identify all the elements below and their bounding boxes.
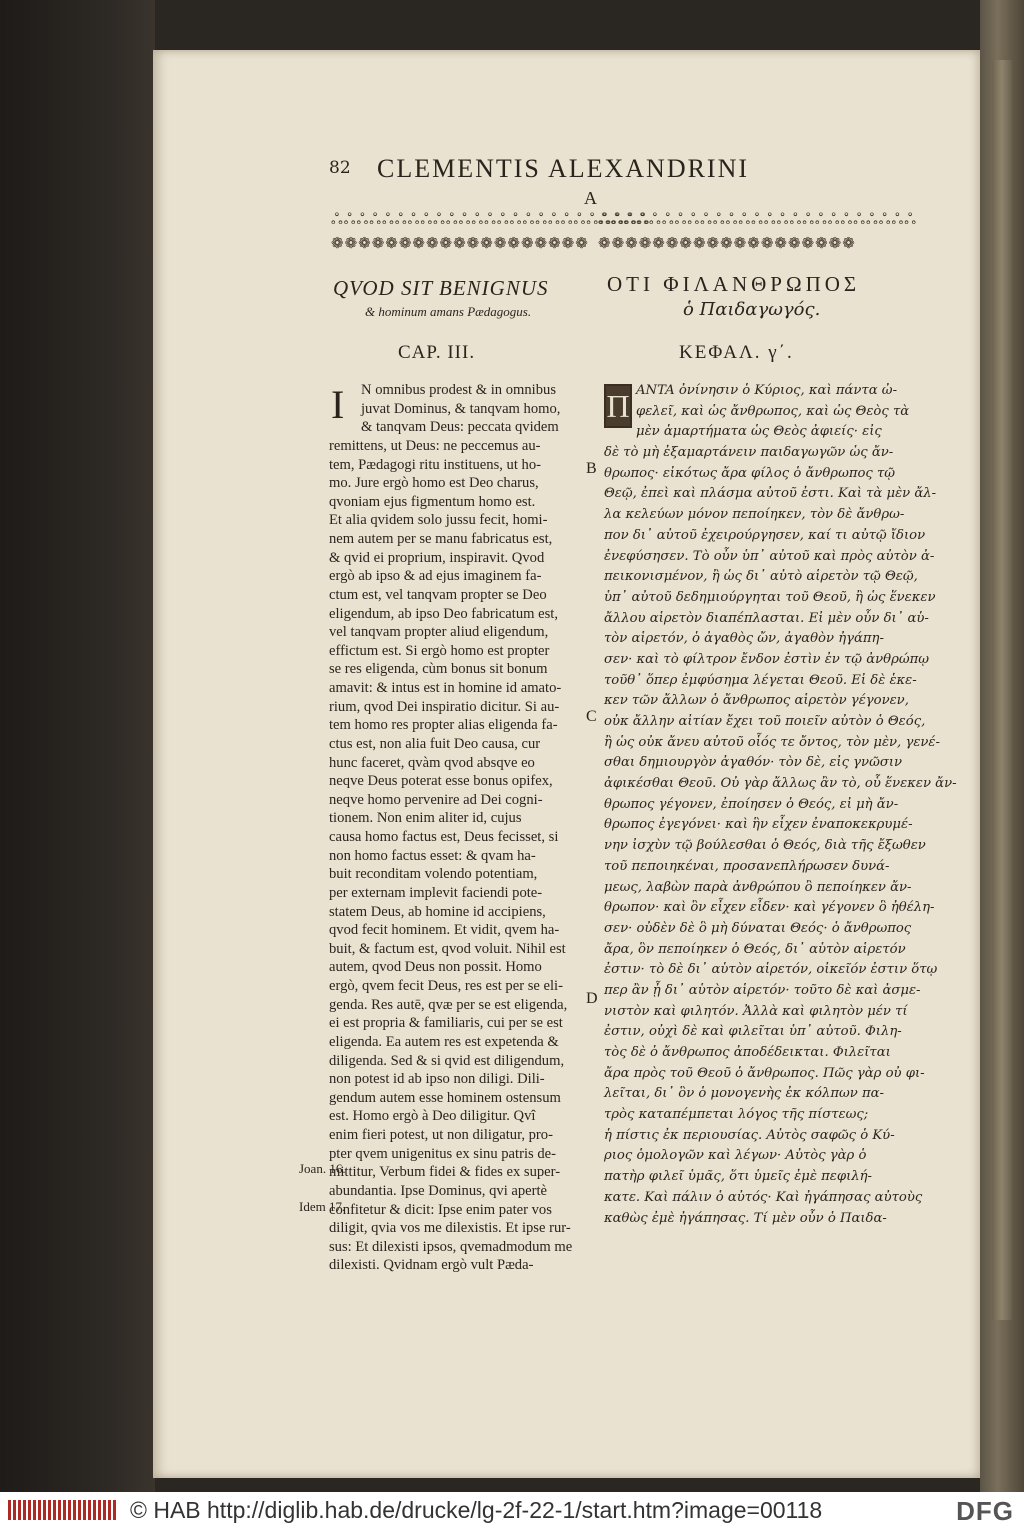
text-line: ἐστιν· τὸ δὲ δι᾽ αὑτὸν αἱρετόν, οἰκεῖόν ἐστιν ὅτῳ xyxy=(604,962,938,978)
margin-letter-c: C xyxy=(586,708,597,725)
text-line: ἄλλου αἱρετὸν διαπέπλασται. Εἰ μὲν οὖν δι᾽ αὑ- xyxy=(604,610,929,626)
text-line: ANTA ὀνίνησιν ὁ Κύριος, καὶ πάντα ὠ- xyxy=(636,383,898,398)
text-line: θρωπον· καὶ ὃν εἶχεν εἶδεν· καὶ γέγονεν ὃ ἠθέλη- xyxy=(604,900,935,916)
text-line: σεν· οὐδὲν δὲ ὃ μὴ δύναται Θεός· ὁ ἄνθρωπος xyxy=(604,920,912,936)
text-line: νιστὸν καὶ φιλητόν. Ἀλλὰ καὶ φιλητὸν μέν τί xyxy=(604,1003,908,1019)
hab-logo-icon xyxy=(8,1500,118,1524)
text-line: non potest id ab ipso non diligi. Dili- xyxy=(329,1071,545,1088)
text-line: πον δι᾽ αὐτοῦ ἐχειρούργησεν, καί τι αὐτῷ ἴδιον xyxy=(604,527,926,543)
text-line: N omnibus prodest & in omnibus xyxy=(361,382,556,398)
left-background xyxy=(0,0,155,1492)
text-line: & qvid ei proprium, inspiravit. Qvod xyxy=(329,549,545,566)
text-line: ριος ὁμολογῶν καὶ λέγων· Αὐτὸς γὰρ ὁ xyxy=(604,1148,867,1164)
latin-chapter-subtitle: & hominum amans Pædagogus. xyxy=(365,304,532,319)
text-line: ei est propria & familiaris, cui per se est xyxy=(329,1015,563,1032)
text-line: neqve homo pervenire ad Dei cogni- xyxy=(329,791,543,808)
text-line: diligit, qvia vos me dilexistis. Et ipse rur- xyxy=(329,1220,571,1237)
page-number: 82 xyxy=(329,158,351,178)
text-line: enim fieri potest, ut non diligatur, pro- xyxy=(329,1127,553,1143)
latin-chapter-title: QVOD SIT BENIGNUS xyxy=(333,276,549,300)
text-line: θρωπος γέγονεν, ἐποίησεν ὁ Θεός, εἰ μὴ ἄν- xyxy=(604,796,899,812)
text-line: τοῦ πεποιηκέναι, προσανεπλήρωσεν δυνά- xyxy=(604,858,890,874)
ornament-left-bottom: ❁❁❁❁❁❁❁❁❁❁❁❁❁❁❁❁❁❁❁ xyxy=(331,234,589,252)
text-line: buit reconditam volendo potentiam, xyxy=(329,866,538,883)
text-line: eligenda. Ea autem res est expetenda & xyxy=(329,1033,559,1050)
text-line: οὐκ ἄλλην αἰτίαν ἔχει τοῦ ποιεῖν αὐτὸν ὁ Θεός, xyxy=(604,714,926,729)
text-line: vel tanqvam propter aliud eligendum, xyxy=(329,624,549,641)
right-page-edge xyxy=(980,0,1024,1492)
text-line: remittens, ut Deus: ne peccemus au- xyxy=(329,437,541,454)
text-line: ἄρα πρὸς τοῦ Θεοῦ ὁ ἄνθρωπος. Πῶς γὰρ οὐ φι- xyxy=(604,1065,925,1081)
latin-chapter-number: CAP. III. xyxy=(398,342,476,363)
ornament-right-bottom: ❁❁❁❁❁❁❁❁❁❁❁❁❁❁❁❁❁❁❁ xyxy=(598,234,856,252)
text-line: pter qvem unigenitus ex sinu patris de- xyxy=(329,1145,556,1162)
text-line: θρωπος ἐγεγόνει· καὶ ἣν εἶχεν ἐναποκεκρυμέ- xyxy=(604,817,913,833)
text-line: non homo factus esset: & qvam ha- xyxy=(329,847,536,864)
text-line: Et alia qvidem solo jussu fecit, homi- xyxy=(329,512,548,529)
text-line: Θεῷ, ἐπεὶ καὶ πλάσμα αὐτοῦ ἐστι. Καὶ τὰ μὲν ἄλ- xyxy=(604,486,937,502)
margin-letter-d: D xyxy=(586,990,598,1007)
text-line: dilexisti. Qvidnam ergò vult Pæda- xyxy=(329,1257,534,1274)
text-line: σθαι δημιουργὸν ἀγαθόν· τὸν δὲ, εἰς γνῶσιν xyxy=(604,755,903,771)
text-line: λεῖται, δι᾽ ὃν ὁ μονογενὴς ἐκ κόλπων πα- xyxy=(604,1086,884,1102)
text-line: rium, qvod Dei inspiratio dicitur. Si au- xyxy=(329,698,560,715)
text-line: κεν τῶν ἄλλων ὁ ἄνθρωπος αἱρετὸν γέγονεν, xyxy=(604,693,909,709)
text-line: ὑπ᾽ αὐτοῦ δεδημιούργηται τοῦ Θεοῦ, ἢ ὡς ἕνεκεν xyxy=(604,589,936,605)
footer-bar xyxy=(0,1492,1024,1529)
text-line: eligendum, ab ipso Deo fabricatum est, xyxy=(329,605,558,622)
text-line: κατε. Καὶ πάλιν ὁ αὐτός· Καὶ ἠγάπησας αὐτοὺς xyxy=(604,1189,923,1205)
text-line: tionem. Non enim aliter id, cujus xyxy=(329,810,522,827)
ornament-left-top: ஃஃஃஃஃஃஃஃஃஃஃஃஃஃஃஃஃஃஃஃஃஃஃஃஃ xyxy=(331,210,651,228)
side-note-joan: Joan. 16. xyxy=(299,1161,346,1176)
text-line: se res eligenda, cùm bonus sit bonum xyxy=(329,661,548,678)
text-line: amavit: & intus est in homine id amato- xyxy=(329,680,562,696)
margin-letter-b: B xyxy=(586,460,597,477)
greek-chapter-subtitle: ὁ Παιδαγωγός. xyxy=(683,299,821,320)
text-line: περ ἂν ᾖ δι᾽ αὑτὸν αἱρετόν· τοῦτο δὲ καὶ ἀσμε- xyxy=(604,982,921,998)
text-line: καθὼς ἐμὲ ἠγάπησας. Τί μὲν οὖν ὁ Παιδα- xyxy=(604,1210,887,1226)
text-line: mittitur, Verbum fidei & fides ex super- xyxy=(329,1164,561,1181)
text-line: νην ἰσχὺν τῷ βούλεσθαι ὁ Θεός, διὰ τῆς ἔξωθεν xyxy=(604,838,926,854)
text-line: ctum est, vel tanqvam propter se Deo xyxy=(329,586,547,603)
text-line: & tanqvam Deus: peccata qvidem xyxy=(361,419,559,436)
text-line: qvod fecit hominem. Et vidit, qvem ha- xyxy=(329,922,560,939)
text-line: neqve Deus poterat esse bonus opifex, xyxy=(329,773,553,790)
text-line: nem autem per se manu fabricatus est, xyxy=(329,531,553,547)
text-line: buit, & factum est, qvod voluit. Nihil est xyxy=(329,940,566,957)
text-line: ctus est, non alia fuit Deo causa, cur xyxy=(329,735,541,752)
text-line: statem Deus, ab homine id accipiens, xyxy=(329,903,546,920)
greek-text-column xyxy=(604,381,957,1229)
greek-chapter-title: ΟΤΙ ΦΙΛΑΝΘΡΩΠΟΣ xyxy=(607,272,861,296)
text-line: πεικονισμένον, ἢ ὡς δι᾽ αὐτὸ αἱρετὸν τῷ Θεῷ, xyxy=(604,569,918,585)
footer-credit-link[interactable]: © HAB http://diglib.hab.de/drucke/lg-2f-22-1/start.htm?image=00118 xyxy=(130,1497,823,1523)
text-line: hunc faceret, qvàm qvod absqve eo xyxy=(329,754,535,771)
text-line: ἀφικέσθαι Θεοῦ. Οὐ γὰρ ἄλλως ἂν τὸ, οὗ ἕνεκεν ἄν- xyxy=(604,776,957,792)
text-line: mo. Jure ergò homo est Deo charus, xyxy=(329,475,539,492)
right-page-strip xyxy=(992,60,1012,1320)
text-line: juvat Dominus, & tanqvam homo, xyxy=(361,400,561,417)
margin-letter-a: A xyxy=(584,188,597,208)
text-line: effictum est. Si ergò homo est propter xyxy=(329,642,550,659)
text-line: ergò, qvem fecit Deus, res est per se eli- xyxy=(329,978,563,994)
text-line: ἄρα, ὃν πεποίηκεν ὁ Θεός, δι᾽ αὑτὸν αἱρετόν xyxy=(604,941,906,957)
text-line: gendum autem esse hominem ostensum xyxy=(329,1089,561,1106)
text-line: τοῦθ᾽ ὅπερ ἐμφύσημα λέγεται Θεοῦ. Εἰ δὲ ἑκε- xyxy=(604,672,917,688)
text-line: ἡ πίστις ἐκ περιουσίας. Αὐτὸς σαφῶς ὁ Κύ- xyxy=(604,1127,895,1143)
text-line: τὸν αἱρετόν, ὁ ἀγαθὸς ὤν, ἀγαθὸν ἠγάπη- xyxy=(604,631,884,647)
ornament-right-top: ஃஃஃஃஃஃஃஃஃஃஃஃஃஃஃஃஃஃஃஃஃஃஃஃஃ xyxy=(598,210,918,228)
text-line: est. Homo ergò à Deo diligitur. Qvî xyxy=(329,1108,536,1125)
side-note-idem: Idem 17. xyxy=(299,1199,346,1214)
text-line: diligenda. Sed & si qvid est diligendum, xyxy=(329,1052,565,1069)
greek-dropcap-letter: Π xyxy=(606,388,630,424)
text-line: autem, qvod Deus non possit. Homo xyxy=(329,959,542,976)
greek-chapter-number: ΚΕΦΑΛ. γ΄. xyxy=(679,342,794,363)
text-line: ἐνεφύσησεν. Τὸ οὖν ὑπ᾽ αὐτοῦ καὶ πρὸς αὐτὸν ἀ- xyxy=(604,548,935,564)
text-line: causa homo factus est, Deus fecisset, si xyxy=(329,829,559,845)
text-line: tem homo res propter alias eligenda fa- xyxy=(329,717,558,734)
text-line: θρωπος· εἰκότως ἄρα φίλος ὁ ἄνθρωπος τῷ xyxy=(604,465,896,481)
text-line: confitetur & dicit: Ipse enim pater vos xyxy=(329,1201,552,1218)
dfg-logo: DFG xyxy=(956,1496,1014,1526)
text-line: μεως, λαβὼν παρὰ ἀνθρώπου ὃ πεποίηκεν ἄν- xyxy=(604,879,912,895)
text-line: abundantia. Ipse Dominus, qvi apertè xyxy=(329,1182,548,1199)
latin-text-column xyxy=(329,381,591,1275)
book-page xyxy=(153,50,980,1478)
text-line: ἐστιν, οὐχὶ δὲ καὶ φιλεῖται ὑπ᾽ αὐτοῦ. Φιλη- xyxy=(604,1024,902,1040)
text-line: τρὸς καταπέμπεται λόγος τῆς πίστεως; xyxy=(604,1107,869,1123)
running-head: CLEMENTIS ALEXANDRINI xyxy=(377,154,750,183)
text-line: δὲ τὸ μὴ ἐξαμαρτάνειν παιδαγωγῶν ὡς ἄν- xyxy=(604,445,894,461)
text-line: πατὴρ φιλεῖ ὑμᾶς, ὅτι ὑμεῖς ἐμὲ πεφιλή- xyxy=(604,1169,872,1185)
text-line: μὲν ἁμαρτήματα ὡς Θεὸς ἀφιείς· εἰς xyxy=(636,424,882,440)
text-line: φελεῖ, καὶ ὡς ἄνθρωπος, καὶ ὡς Θεὸς τὰ xyxy=(636,403,910,419)
text-line: genda. Res autē, qvæ per se est eligenda, xyxy=(329,996,568,1013)
text-line: λα κελεύων μόνον πεποίηκεν, τὸν δὲ ἄνθρω- xyxy=(604,507,905,523)
text-line: ergò ab ipso & ad ejus imaginem fa- xyxy=(329,568,542,585)
latin-dropcap: I xyxy=(331,382,345,427)
text-line: ἢ ὡς οὐκ ἄνευ αὐτοῦ οἷός τε ὄντος, τὸν μὲν, γενέ- xyxy=(604,734,940,750)
text-line: per externam implevit faciendi pote- xyxy=(329,884,543,901)
text-line: σεν· καὶ τὸ φίλτρον ἔνδον ἐστὶν ἐν τῷ ἀνθρώπῳ xyxy=(604,651,930,667)
text-line: τὸς δὲ ὁ ἄνθρωπος ἀποδέδεικται. Φιλεῖται xyxy=(604,1045,891,1060)
text-line: sus: Et dilexisti ipsos, qvemadmodum me xyxy=(329,1238,573,1255)
text-line: qvoniam ejus figmentum homo est. xyxy=(329,493,536,510)
text-line: tem, Pædagogi ritu instituens, ut ho- xyxy=(329,456,542,473)
